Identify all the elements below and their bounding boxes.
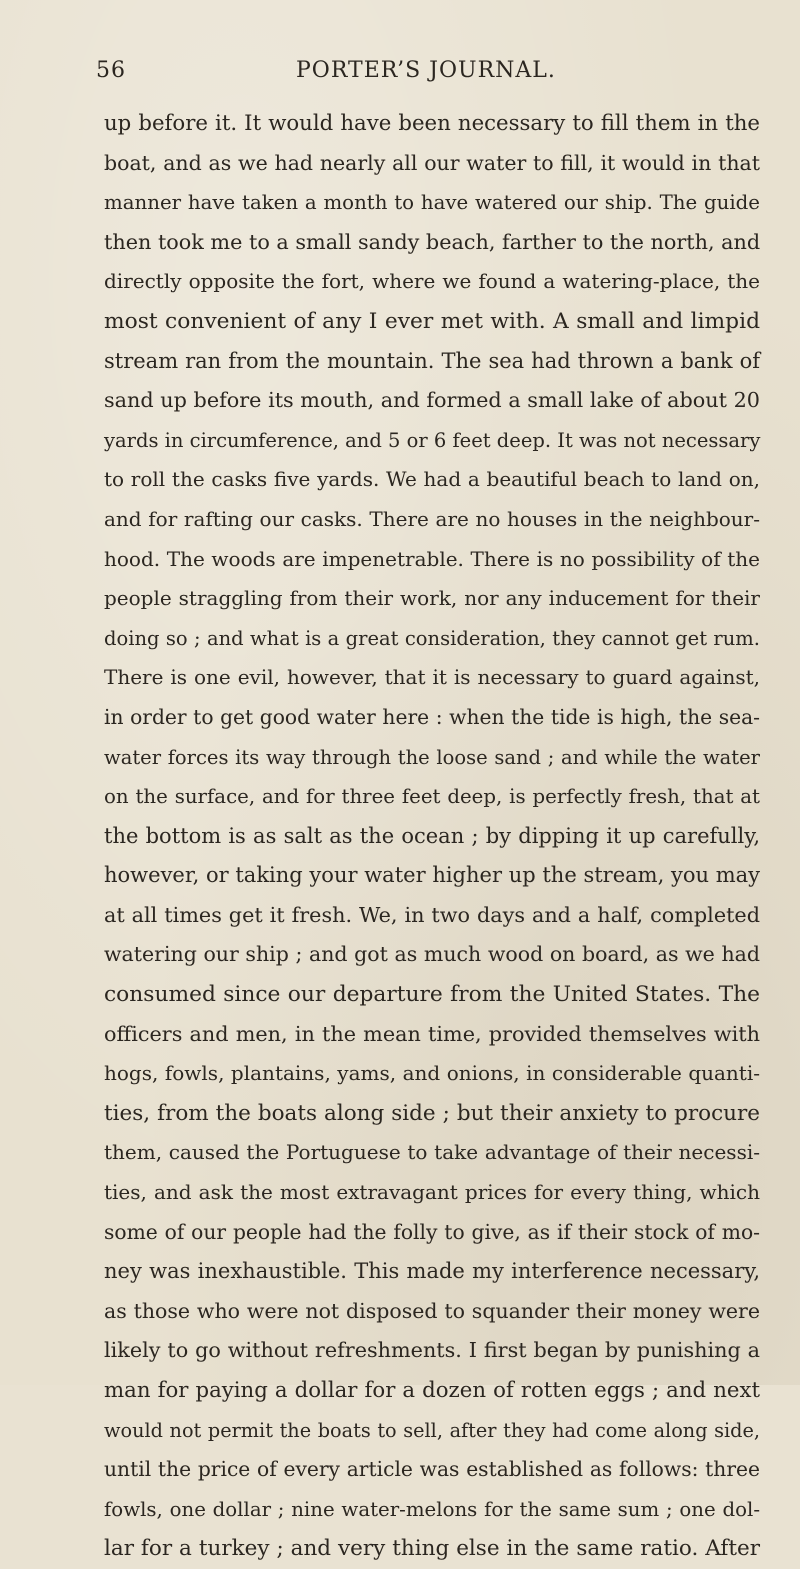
text-line: fowls, one dollar ; nine water-melons for the same sum ; one dol- — [104, 1497, 760, 1521]
text-line: the bottom is as salt as the ocean ; by dipping it up carefully, — [104, 823, 760, 848]
text-line: sand up before its mouth, and formed a small lake of about 20 — [104, 388, 760, 413]
text-line: them, caused the Portuguese to take advantage of their necessi- — [104, 1140, 760, 1165]
page-number: 56 — [96, 58, 126, 83]
text-line: people straggling from their work, nor any inducement for their — [104, 586, 760, 611]
text-line: boat, and as we had nearly all our water to fill, it would in that — [104, 150, 760, 175]
text-line: ties, and ask the most extravagant prices for every thing, which — [104, 1180, 760, 1205]
text-line: likely to go without refreshments. I first began by punishing a — [104, 1338, 760, 1363]
text-line: directly opposite the fort, where we found a watering-place, the — [104, 269, 760, 294]
text-line: as those who were not disposed to squander their money were — [104, 1298, 760, 1323]
text-line: water forces its way through the loose sand ; and while the water — [104, 745, 760, 769]
text-line: and for rafting our casks. There are no houses in the neighbour- — [104, 506, 760, 531]
text-line: consumed since our departure from the United States. The — [104, 982, 760, 1008]
text-line: lar for a turkey ; and very thing else in the same ratio. After — [104, 1536, 760, 1562]
text-line: yards in circumference, and 5 or 6 feet deep. It was not necessary — [104, 428, 761, 452]
page-header — [96, 58, 696, 98]
text-line: would not permit the boats to sell, after they had come along side, — [104, 1418, 760, 1442]
text-line: at all times get it fresh. We, in two days and a half, completed — [104, 902, 760, 927]
text-line: officers and men, in the mean time, provided themselves with — [104, 1021, 760, 1046]
text-line: hogs, fowls, plantains, yams, and onions, in considerable quanti- — [104, 1061, 760, 1086]
text-line: to roll the casks five yards. We had a beautiful beach to land on, — [104, 467, 760, 492]
text-line: hood. The woods are impenetrable. There is no possibility of the — [104, 546, 760, 571]
text-line: ties, from the boats along side ; but their anxiety to procure — [104, 1100, 760, 1126]
text-line: most convenient of any I ever met with. A small and limpid — [104, 308, 760, 334]
text-line: stream ran from the mountain. The sea had thrown a bank of — [104, 348, 760, 373]
text-line: doing so ; and what is a great consideration, they cannot get rum. — [104, 626, 760, 650]
text-line: until the price of every article was established as follows: three — [104, 1457, 760, 1482]
text-line: up before it. It would have been necessary to fill them in the — [104, 111, 760, 136]
text-line: watering our ship ; and got as much wood on board, as we had — [104, 942, 760, 967]
text-line: on the surface, and for three feet deep, is perfectly fresh, that at — [104, 785, 760, 809]
text-line: man for paying a dollar for a dozen of rotten eggs ; and next — [104, 1378, 760, 1403]
text-line: ney was inexhaustible. This made my interference necessary, — [104, 1259, 760, 1284]
text-line: however, or taking your water higher up the stream, you may — [104, 863, 760, 888]
text-line: There is one evil, however, that it is necessary to guard against, — [104, 665, 760, 690]
running-title: PORTER’S JOURNAL. — [296, 58, 556, 83]
text-line: some of our people had the folly to give, as if their stock of mo- — [104, 1219, 760, 1244]
text-line: then took me to a small sandy beach, farther to the north, and — [104, 229, 761, 254]
text-line: in order to get good water here : when the tide is high, the sea- — [104, 704, 760, 729]
text-line: manner have taken a month to have watered our ship. The guide — [104, 191, 760, 215]
body-text — [104, 104, 760, 1569]
